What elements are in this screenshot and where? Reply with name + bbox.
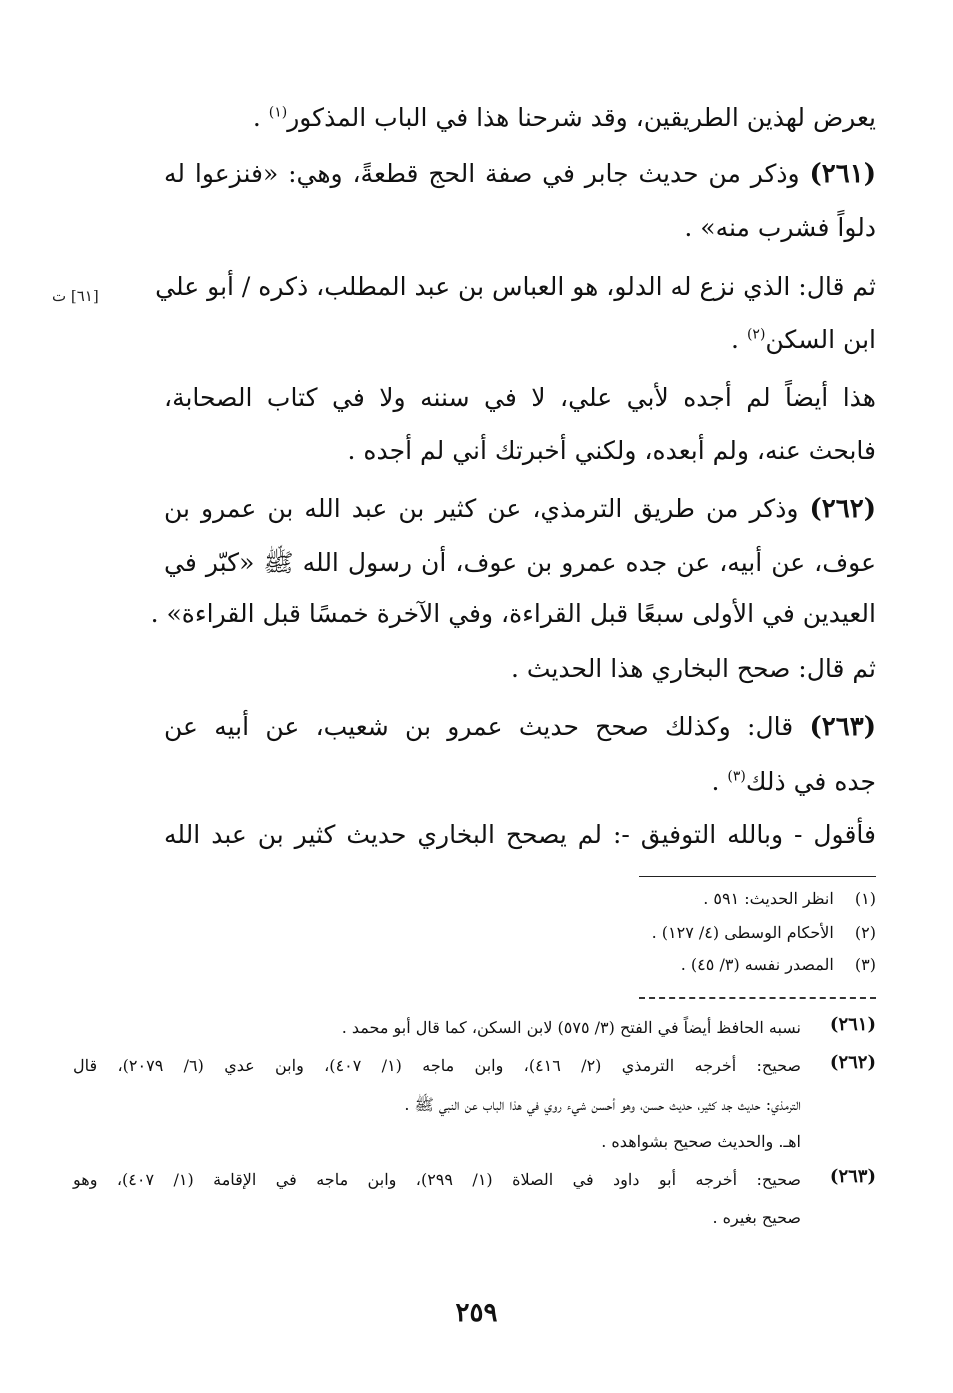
text-span: جده في ذلك — [745, 767, 876, 796]
footnote-marker: (٣) — [727, 768, 746, 785]
note-line: صحيح بغيره . — [712, 1208, 801, 1227]
text-line — [164, 101, 876, 135]
text-line: العيدين في الأولى سبعًا قبل القراءة، وفي الآخرة خمسًا قبل القراءة» . — [150, 599, 876, 628]
note-line: الترمذي: حديث جد كثير، حديث حسن، وهو أحسن شيء روي في هذا الباب عن النبي ﷺ . — [404, 1095, 801, 1114]
paragraph-261-line-1 — [164, 157, 876, 191]
note-number: (٢٦٣) — [829, 1166, 876, 1187]
text-line: ثم قال: الذي نزع له الدلو، هو العباس بن عبد المطلب، ذكره / أبو علي — [155, 272, 876, 301]
text-line: عوف، عن أبيه، عن جده عمرو بن عوف، أن رسول الله ﷺ «كبّر في — [164, 548, 876, 577]
text-span: ابن السكن — [765, 325, 876, 354]
text-span: قال: وكذلك صحح حديث عمرو بن شعيب، عن أبيه عن — [164, 712, 810, 741]
text-span: . — [731, 325, 747, 354]
text-line: دلواً فشرب منه» . — [684, 213, 876, 242]
hadith-number: (٢٦٢) — [809, 494, 876, 524]
text-line: فأقول - وبالله التوفيق -: لم يصحح البخاري حديث كثير بن عبد الله — [164, 820, 876, 849]
footnote-separator — [639, 876, 876, 877]
paragraph-262-line-1 — [164, 492, 876, 526]
footnote-number: (٢) — [854, 923, 876, 942]
footnote-number: (١) — [854, 889, 876, 908]
note-line: نسبه الحافظ أيضاً في الفتح (٣/ ٥٧٥) لابن السكن، كما قال أبو محمد . — [341, 1018, 801, 1037]
hadith-number: (٢٦١) — [809, 159, 876, 189]
text-line — [164, 765, 876, 799]
text-line: هذا أيضاً لم أجده لأبي علي، لا في سننه ولا في كتاب الصحابة، — [164, 383, 876, 412]
footnote-text: المصدر نفسه (٣/ ٤٥) . — [680, 955, 834, 974]
footnote — [681, 954, 876, 976]
hadith-number: (٢٦٣) — [809, 712, 876, 742]
note-number: (٢٦٢) — [829, 1052, 876, 1073]
text-span: . — [252, 103, 269, 132]
page-number: ٢٥٩ — [455, 1298, 498, 1328]
footnote-text: الأحكام الوسطى (٤/ ١٢٧) . — [651, 923, 834, 942]
footnote-number: (٣) — [854, 955, 876, 974]
paragraph-263-line-1 — [164, 710, 876, 744]
note-line: صحيح: أخرجه الترمذي (٢/ ٤١٦)، وابن ماجه (١/ ٤٠٧)، وابن عدي (٦/ ٢٠٧٩)، قال — [73, 1056, 801, 1075]
text-span: يعرض لهذين الطريقين، وقد شرحنا هذا في الباب المذكور — [287, 103, 876, 132]
note-number: (٢٦١) — [829, 1014, 876, 1035]
text-span: وذكر من طريق الترمذي، عن كثير بن عبد الله بن عمرو بن — [164, 494, 810, 523]
footnote-marker: (١) — [268, 104, 288, 121]
notes-separator — [639, 997, 876, 999]
text-span: وذكر من حديث جابر في صفة الحج قطعةً، وهي: «فنزعوا له — [164, 159, 810, 188]
note-line: صحيح: أخرجه أبو داود في الصلاة (١/ ٢٩٩)، وابن ماجه في الإقامة (١/ ٤٠٧)، وهو — [73, 1170, 802, 1189]
footnote — [652, 922, 876, 944]
footnote-text: انظر الحديث: ٥٩١ . — [703, 889, 834, 908]
text-line: فابحث عنه، ولم أبعده، ولكني أخبرتك أني لم أجده . — [347, 436, 876, 465]
text-span: . — [711, 767, 728, 796]
footnote — [703, 888, 876, 910]
text-line: ثم قال: صحح البخاري هذا الحديث . — [511, 654, 876, 683]
footnote-marker: (٢) — [746, 326, 766, 343]
text-line — [164, 323, 876, 357]
margin-reference: [٦١] ت — [52, 287, 99, 305]
note-line: اهـ. والحديث صحيح بشواهده . — [601, 1132, 801, 1151]
